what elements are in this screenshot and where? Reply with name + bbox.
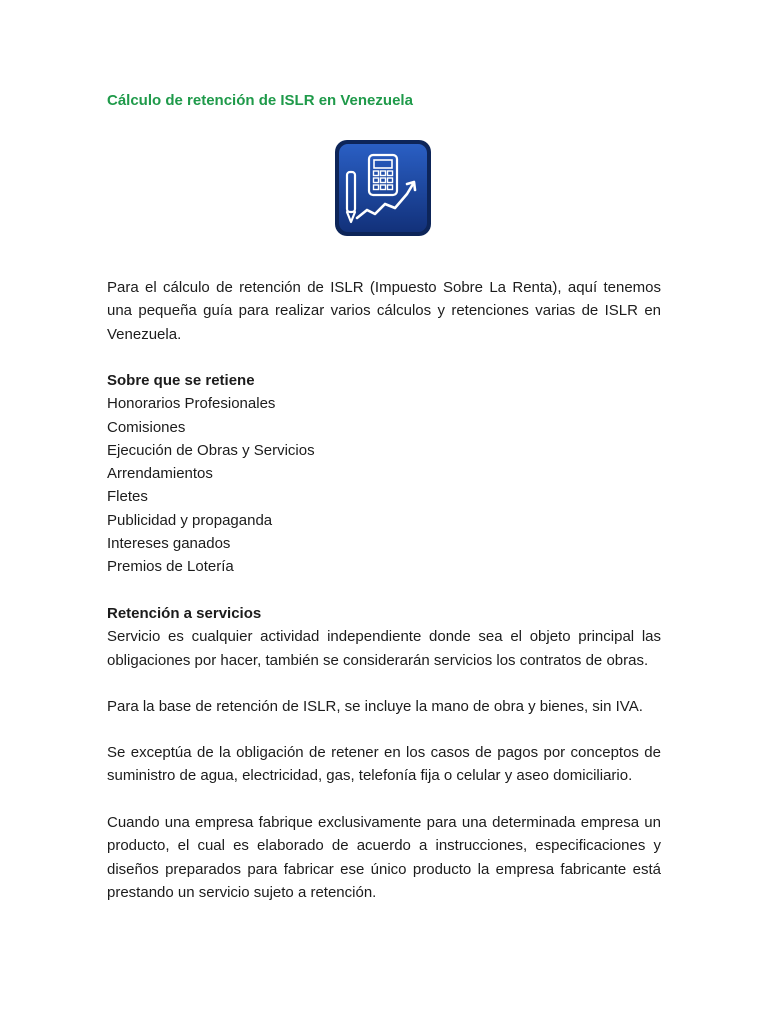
section-retencion-a-servicios xyxy=(107,602,661,672)
list-item: Ejecución de Obras y Servicios xyxy=(107,441,315,459)
paragraph: Se exceptúa de la obligación de retener en los casos de pagos por conceptos de suministro de agua, electricidad, gas, telefonía fija o celular y aseo domiciliario. xyxy=(107,744,661,785)
section-sobre-que-se-retiene xyxy=(107,369,661,579)
paragraph: Servicio es cualquier actividad independiente donde sea el objeto principal las obligaciones por hacer, también se considerarán servicios los contratos de obras. xyxy=(107,628,661,669)
page-title: Cálculo de retención de ISLR en Venezuela xyxy=(107,92,413,109)
list-item: Comisiones xyxy=(107,418,186,436)
list-item: Honorarios Profesionales xyxy=(107,395,276,413)
paragraph: Para la base de retención de ISLR, se incluye la mano de obra y bienes, sin IVA. xyxy=(107,698,643,715)
list-item: Publicidad y propaganda xyxy=(107,511,273,529)
list-item: Intereses ganados xyxy=(107,535,231,553)
retention-items-list xyxy=(107,392,661,578)
list-item: Fletes xyxy=(107,488,148,506)
section-heading: Retención a servicios xyxy=(107,605,262,622)
paragraph: Cuando una empresa fabrique exclusivamente para una determinada empresa un producto, el cual es elaborado de acuerdo a instrucciones, especificaciones y diseños preparados para fabricar ese único producto la empresa fabricante está prestando un servicio sujeto a retención. xyxy=(107,814,661,901)
list-item: Arrendamientos xyxy=(107,465,213,483)
section-heading: Sobre que se retiene xyxy=(107,372,255,389)
intro-paragraph: Para el cálculo de retención de ISLR (Impuesto Sobre La Renta), aquí tenemos una pequeña guía para realizar varios cálculos y retenciones varias de ISLR en Venezuela. xyxy=(107,279,661,343)
calculator-chart-icon xyxy=(333,138,433,238)
list-item: Premios de Lotería xyxy=(107,558,234,576)
